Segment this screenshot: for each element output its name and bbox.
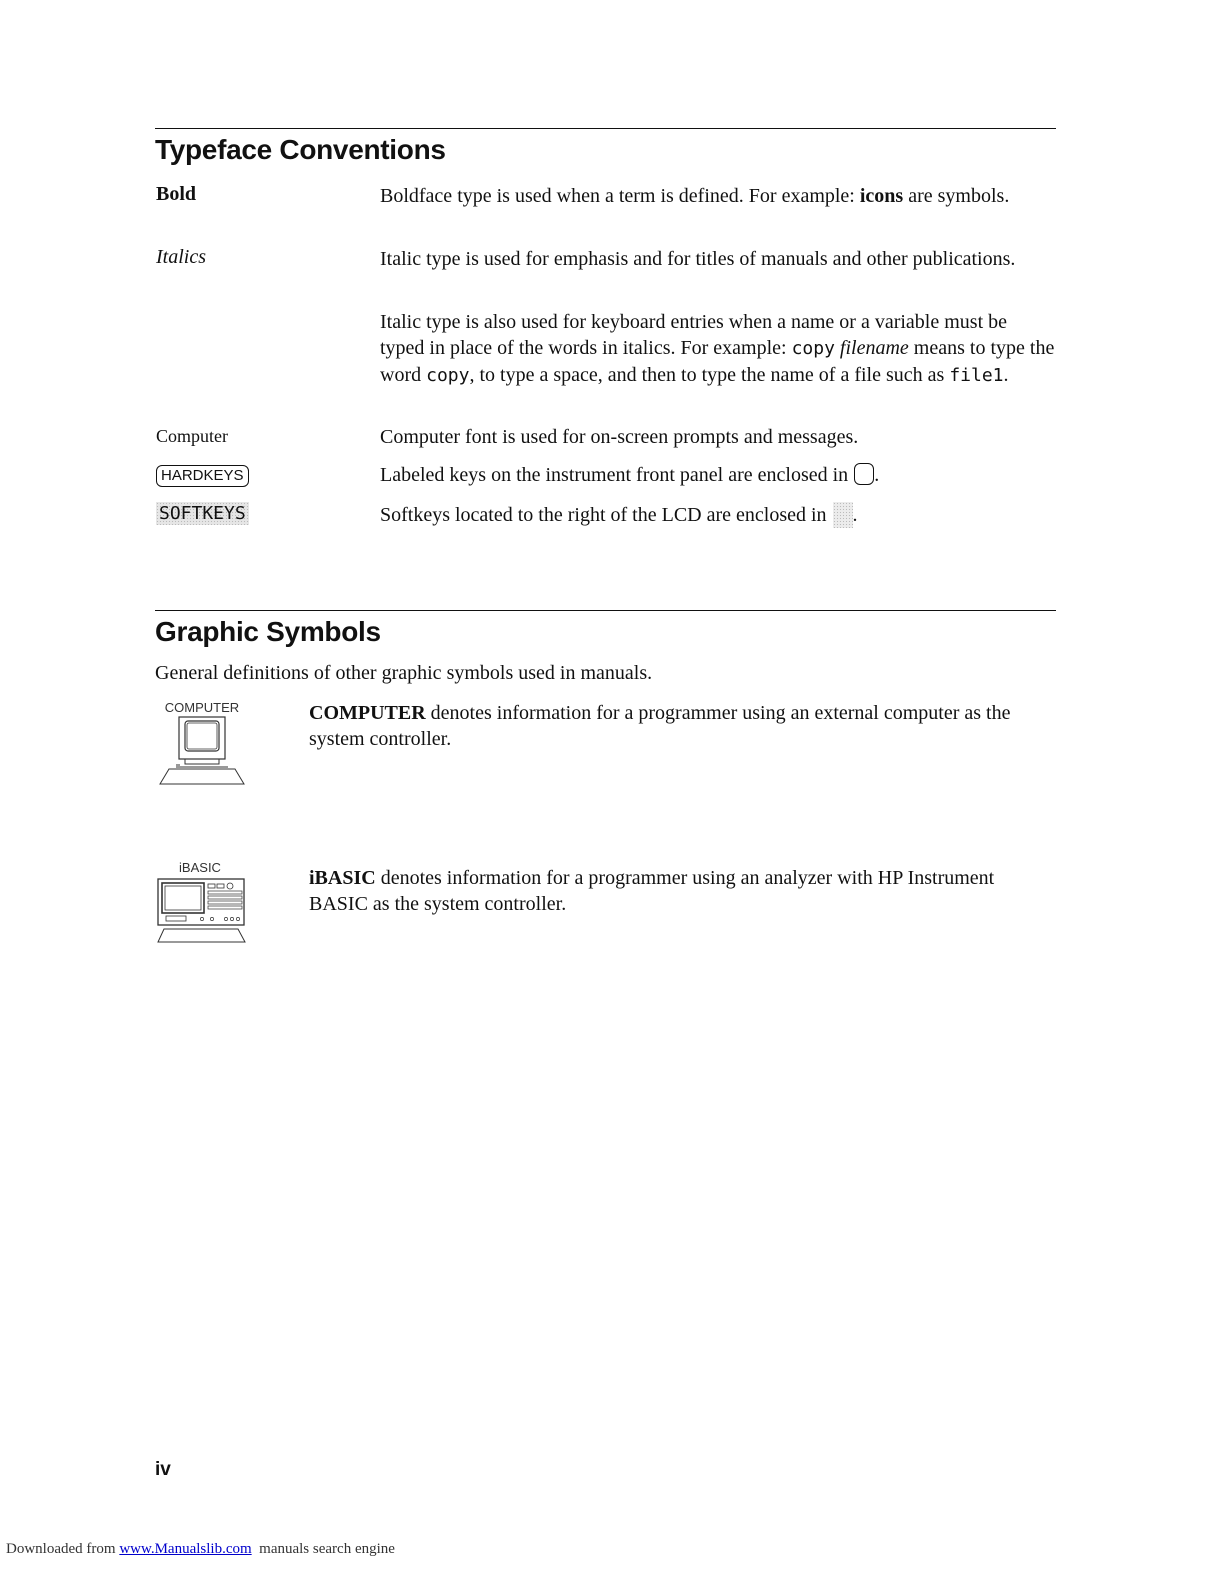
softkey-frame-icon	[833, 502, 853, 528]
svg-text:iBASIC: iBASIC	[179, 860, 221, 875]
graphic-heading: Graphic Symbols	[155, 616, 381, 647]
computer-icon	[156, 699, 248, 792]
def-hardkeys: Labeled keys on the instrument front panel are enclosed in .	[380, 464, 880, 486]
term-computer: Computer	[156, 426, 228, 446]
page-number: iv	[155, 1459, 171, 1480]
term-bold: Bold	[156, 183, 197, 205]
term-italics: Italics	[156, 246, 206, 268]
computer-description: COMPUTER denotes information for a programmer using an external computer as the system controller.	[309, 702, 1011, 750]
def-softkeys: Softkeys located to the right of the LCD are enclosed in .	[380, 504, 858, 526]
def-bold: Boldface type is used when a term is defined. For example: icons are symbols.	[380, 185, 1010, 207]
section-rule-graphic	[155, 610, 1056, 611]
svg-text:COMPUTER: COMPUTER	[164, 700, 240, 715]
section-rule-typeface	[155, 128, 1056, 129]
manualslib-link[interactable]: www.Manualslib.com	[119, 1541, 252, 1557]
def-italics	[380, 246, 1056, 272]
softkey-sample: SOFTKEYS	[156, 502, 249, 525]
def-italics-2: Italic type is also used for keyboard entries when a name or a variable must be typed in place of the words in italics. For example: copy filename means to type the word copy, to type a space, and then to type the name of a file such as file1.	[380, 311, 1055, 386]
ibasic-icon	[156, 859, 248, 952]
term-hardkeys	[156, 463, 249, 487]
typeface-heading: Typeface Conventions	[155, 134, 446, 165]
graphic-intro: General definitions of other graphic symbols used in manuals.	[155, 662, 653, 684]
term-softkeys	[156, 502, 249, 525]
ibasic-description: iBASIC denotes information for a programmer using an analyzer with HP Instrument BASIC as the system controller.	[309, 867, 995, 915]
hardkey-sample: HARDKEYS	[156, 465, 249, 487]
def-computer: Computer font is used for on-screen prompts and messages.	[380, 426, 859, 448]
italics-def-1: Italic type is used for emphasis and for titles of manuals and other publications.	[380, 248, 1016, 270]
download-footer: Downloaded from www.Manualslib.com manuals search engine	[6, 1541, 395, 1557]
hardkey-frame-icon	[854, 463, 874, 485]
example-icons: icons	[859, 185, 904, 207]
